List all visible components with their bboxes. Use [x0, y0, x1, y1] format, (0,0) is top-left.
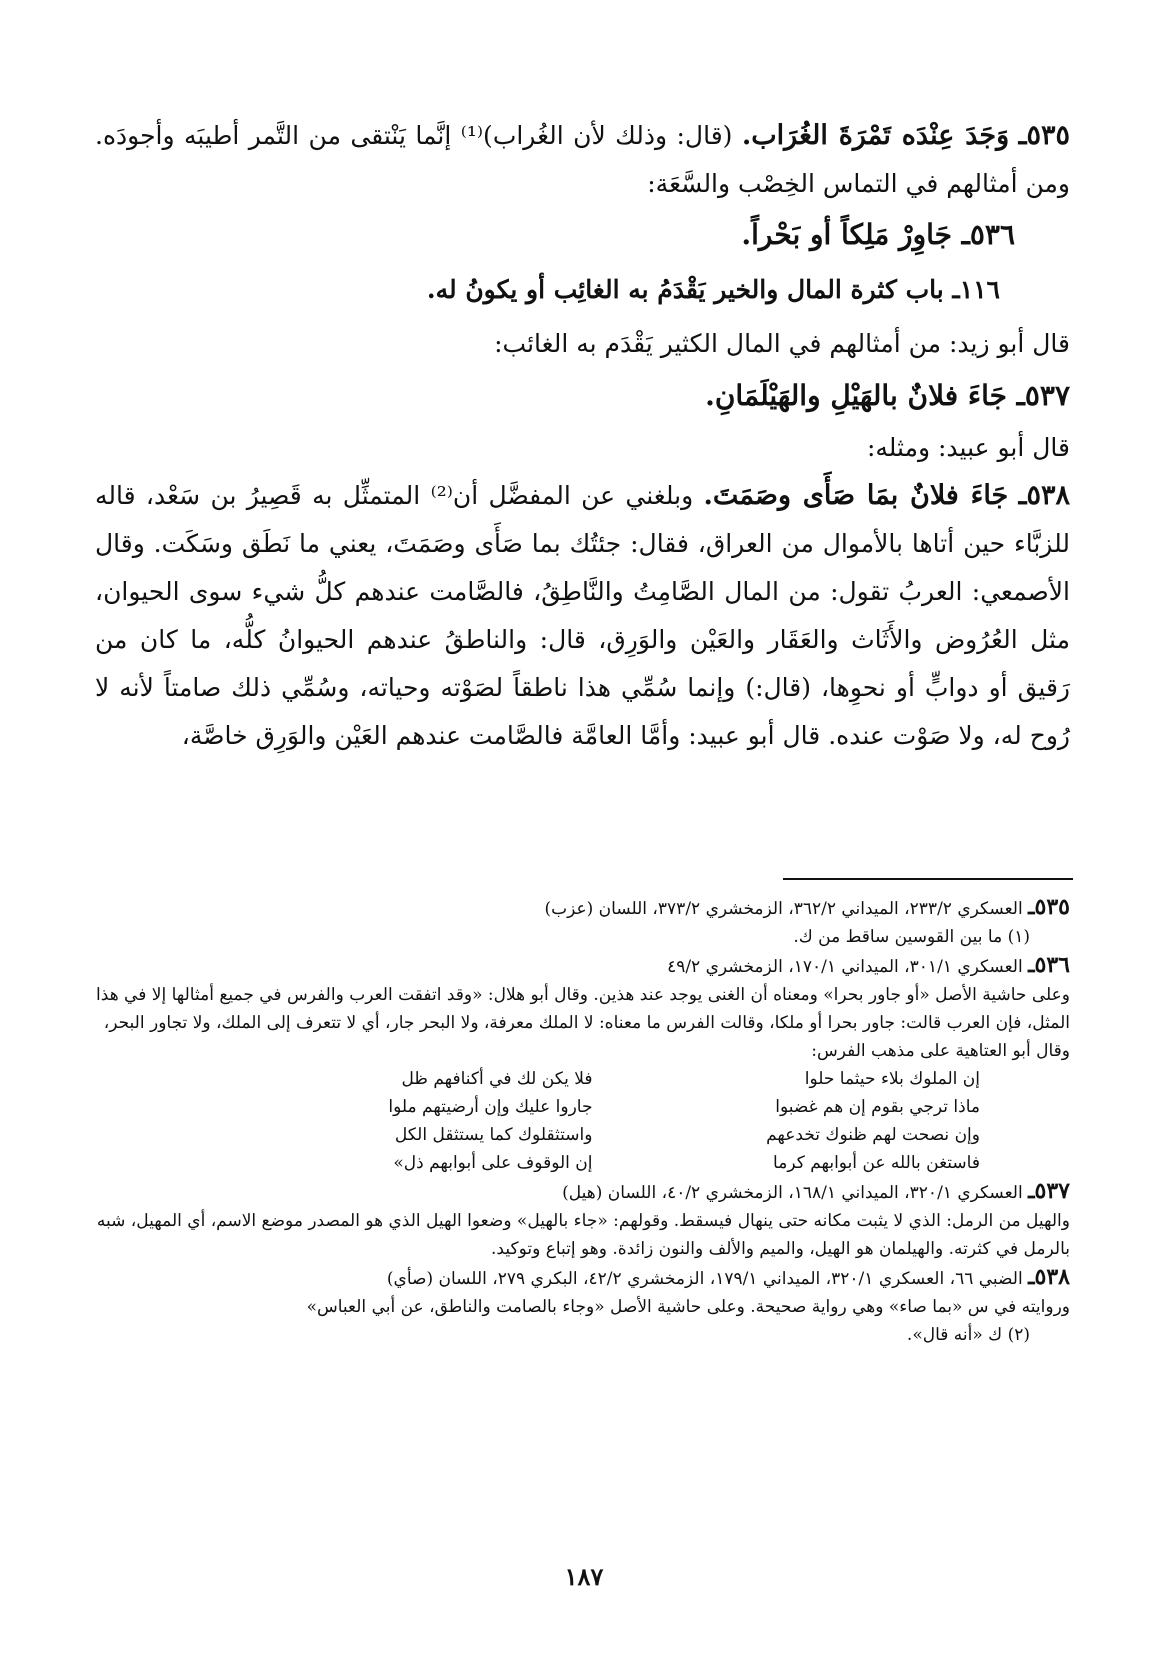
entry-number: ٥٣٨ـ [1018, 480, 1071, 511]
verse-2-first: ماذا ترجي بقوم إن هم غضبوا [775, 1097, 980, 1117]
abu-zaid-line: قال أبو زيد: من أمثالهم في المال الكثير يَقْدَم به الغائب: [494, 329, 1070, 358]
entry-536: ٥٣٦ـ جَاوِرْ مَلِكاً أو بَحْراً. [741, 218, 1015, 251]
footnote-536 [95, 951, 1070, 981]
footnote-number: ٥٣٦ـ [1028, 952, 1070, 978]
footnote-538 [95, 1263, 1070, 1293]
footnote-number: ٥٣٧ـ [1028, 1178, 1070, 1204]
verse-2-second: جاروا عليك وإن أرضيتهم ملوا [388, 1097, 593, 1117]
poem [95, 1065, 1070, 1177]
verse-3-second: واستثقلوك كما يستثقل الكل [394, 1125, 593, 1145]
entry-537: ٥٣٧ـ جَاءَ فلانٌ بالهَيْلِ والهَيْلَمَانِ. [705, 379, 1070, 412]
footnote-2: (٢) ك «أنه قال». [906, 1325, 1030, 1345]
entry-text: (قال: وذلك لأن الغُراب)⁽¹⁾ إنَّما يَنْتقى من التَّمر أطيبَه وأجودَه. ومن أمثالهم في التماس الخِصْب والسَّعَة: [95, 121, 1070, 198]
footnote-sources: الضبي ٦٦، العسكري ٣٢٠/١، الميداني ١٧٩/١، الزمخشري ٤٢/٢، البكري ٢٧٩، اللسان (صأي) [386, 1269, 1023, 1289]
footnote-sources: العسكري ٢٣٣/٢، الميداني ٣٦٢/٢، الزمخشري ٣٧٣/٢، اللسان (عزب) [544, 899, 1023, 919]
footnote-537 [95, 1177, 1070, 1207]
verse-3-first: وإن نصحت لهم ظنوك تخدعهم [766, 1125, 980, 1145]
footnotes [95, 893, 1070, 1349]
proverb-heading: جَاءَ فلانٌ بمَا صَأَى وصَمَتَ. [703, 480, 1009, 511]
footnote-538-note: وروايته في س «بما صاء» وهي رواية صحيحة. وعلى حاشية الأصل «وجاء بالصامت والناطق، عن أبي العباس» [306, 1297, 1070, 1317]
footnote-537-note: والهيل من الرمل: الذي لا يثبت مكانه حتى ينهال فيسقط. وقولهم: «جاء بالهيل» وضعوا الهيل الذي هو المصدر موضع الاسم، أي المهيل، شبه بالرمل في كثرته. والهيلمان هو الهيل، والميم والألف والنون زائدة. وهو إتباع وتوكيد. [96, 1211, 1070, 1259]
entry-number: ٥٣٥ـ [1018, 120, 1070, 151]
proverb-heading: وَجَدَ عِنْدَه تَمْرَةَ الغُرَاب. [741, 120, 1010, 151]
footnote-535 [95, 893, 1070, 923]
footnote-sources: العسكري ٣٠١/١، الميداني ١٧٠/١، الزمخشري ٤٩/٢ [667, 957, 1023, 977]
page-number: ١٨٧ [564, 1562, 604, 1591]
verse-4-second: إن الوقوف على أبوابهم ذل» [393, 1153, 593, 1173]
verse-4-first: فاستغن بالله عن أبوابهم كرما [773, 1153, 980, 1173]
footnote-1: (١) ما بين القوسين ساقط من ك. [793, 927, 1030, 947]
verse-1-second: فلا يكن لك في أكنافهم ظل [401, 1069, 593, 1089]
abu-ubaid-line: قال أبو عبيد: ومثله: [866, 433, 1070, 462]
footnote-536-note: وعلى حاشية الأصل «أو جاور بحرا» ومعناه أن الغنى يوجد عند هذين. وقال أبو هلال: «وقد اتفقت العرب والفرس في جميع أمثالها إلا في هذا المثل، فإن العرب قالت: جاور بحرا أو ملكا، وقالت الفرس ما معناه: لا الملك معرفة، ولا البحر جار، أي لا تتعرف إلى الملك، ولا تجاور البحر، وقال أبو العتاهية على مذهب الفرس: [96, 985, 1070, 1061]
main-text [95, 112, 1070, 760]
footnote-divider [783, 878, 1073, 880]
footnote-sources: العسكري ٣٢٠/١، الميداني ١٦٨/١، الزمخشري ٤٠/٢، اللسان (هيل) [562, 1183, 1023, 1203]
chapter-heading: ١١٦ـ باب كثرة المال والخير يَقْدَمُ به الغائِب أو يكونُ له. [426, 275, 1000, 304]
verse-1-first: إن الملوك بلاء حيثما حلوا [804, 1069, 980, 1089]
entry-538 [95, 472, 1070, 760]
footnote-number: ٥٣٥ـ [1028, 894, 1070, 920]
entry-text: وبلغني عن المفضَّل أن⁽²⁾ المتمثِّل به قَصِيرُ بن سَعْد، قاله للزبَّاء حين أتاها بالأموال من العراق، فقال: جئتُك بما صَأَى وصَمَتَ، يعني ما نَطَق وسَكَت. وقال الأصمعي: العربُ تقول: من المال الصَّامِتُ والنَّاطِقُ، فالصَّامت عندهم كلُّ شيء سوى الحيوان، مثل العُرُوض والأَثَاث والعَقَار والعَيْن والوَرِق، قال: والناطقُ عندهم الحيوانُ كلُّه، ما كان من رَقيق أو دوابٍّ أو نحوِها، (قال:) وإنما سُمِّي هذا ناطقاً لصَوْته وحياته، وسُمِّي ذلك صامتاً لأنه لا رُوح له، ولا صَوْت عنده. قال أبو عبيد: وأمَّا العامَّة فالصَّامت عندهم العَيْن والوَرِق خاصَّة، [95, 481, 1070, 750]
entry-535 [95, 112, 1070, 208]
footnote-number: ٥٣٨ـ [1028, 1264, 1070, 1290]
